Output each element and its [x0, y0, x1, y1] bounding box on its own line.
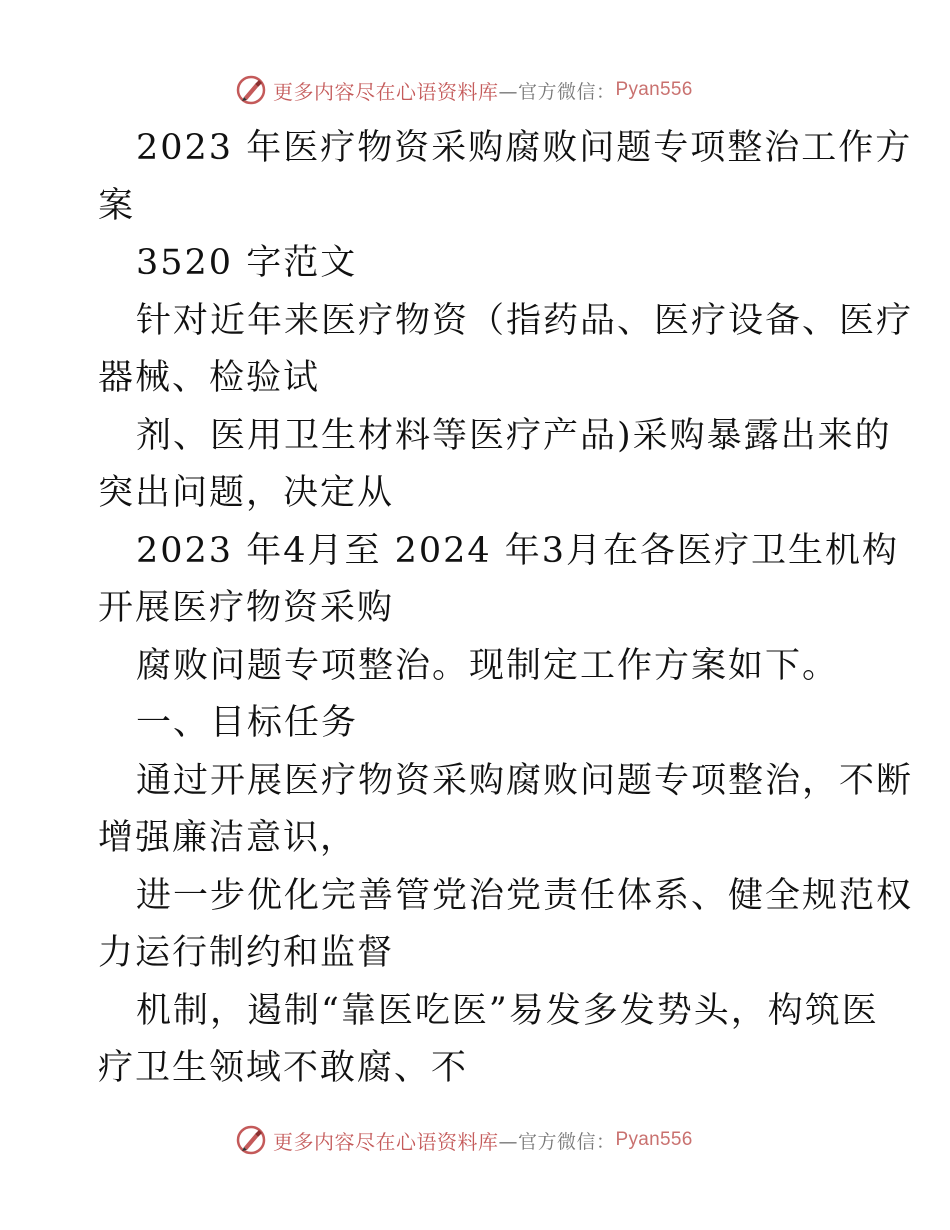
body-line: 增强廉洁意识，	[98, 818, 358, 858]
pen-logo-icon	[235, 74, 267, 106]
document-body	[98, 120, 914, 1098]
watermark-wechat-label: —官方微信：	[498, 80, 616, 103]
body-line: 剂、医用卫生材料等医疗产品)采购暴露出来的	[136, 415, 892, 456]
word-count-line: 3520 字范文	[136, 243, 358, 283]
section-heading: 一、目标任务	[136, 703, 359, 743]
title-line-1: 2023 年医疗物资采购腐败问题专项整治工作方	[136, 128, 913, 168]
watermark-header	[235, 72, 693, 108]
watermark-library-text: 更多内容尽在心语资料库	[273, 79, 499, 104]
title-line-2: 案	[98, 185, 136, 226]
watermark-footer	[235, 1122, 693, 1158]
body-line: 腐败问题专项整治。现制定工作方案如下。	[136, 645, 840, 686]
body-line: 针对近年来医疗物资（指药品、医疗设备、医疗	[136, 300, 914, 341]
body-line: 疗卫生领域不敢腐、不	[98, 1048, 469, 1088]
body-line: 2023 年4月至 2024 年3月在各医疗卫生机构	[136, 530, 900, 571]
pen-logo-icon	[235, 1124, 267, 1156]
body-line: 突出问题，决定从	[98, 473, 395, 513]
watermark-wechat-label: —官方微信：	[498, 1130, 616, 1153]
body-line: 开展医疗物资采购	[98, 588, 395, 628]
body-line: 通过开展医疗物资采购腐败问题专项整治，不断	[136, 760, 914, 801]
watermark-wechat-id: Pyan556	[615, 79, 693, 100]
watermark-library-text: 更多内容尽在心语资料库	[273, 1129, 499, 1154]
watermark-wechat-id: Pyan556	[615, 1129, 693, 1150]
body-line: 机制，遏制“靠医吃医”易发多发势头，构筑医	[136, 990, 879, 1031]
body-line: 器械、检验试	[98, 358, 321, 398]
body-line: 进一步优化完善管党治党责任体系、健全规范权	[136, 875, 914, 916]
body-line: 力运行制约和监督	[98, 933, 395, 973]
